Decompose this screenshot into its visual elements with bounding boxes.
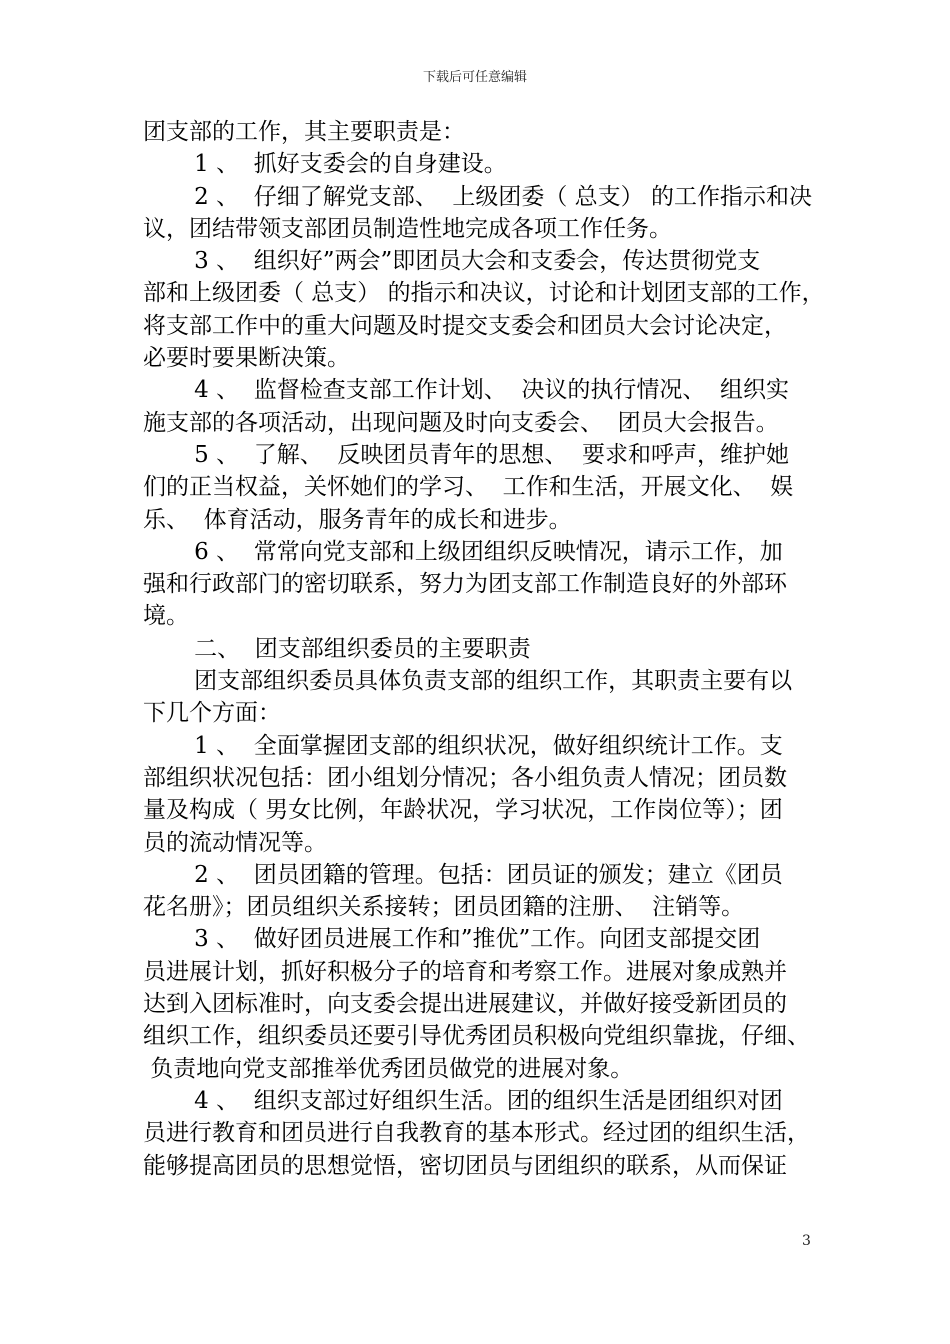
text-line: 4 、 组织支部过好组织生活。团的组织生活是团组织对团 [143,1087,783,1114]
text-line: 强和行政部门的密切联系，努力为团支部工作制造良好的外部环 [143,571,787,598]
text-line: 3 、 做好团员进展工作和”推优”工作。向团支部提交团 [143,926,761,953]
text-line: 3 、 组织好”两会”即团员大会和支委会，传达贯彻党支 [143,248,761,275]
text-line: 议，团结带领支部团员制造性地完成各项工作任务。 [143,215,672,242]
text-line: 部组织状况包括：团小组划分情况；各小组负责人情况；团员数 [143,764,787,791]
text-line: 花名册》；团员组织关系接转；团员团籍的注册、 注销等。 [143,894,745,921]
text-line: 负责地向党支部推举优秀团员做党的进展对象。 [143,1055,634,1082]
text-line: 1 、 全面掌握团支部的组织状况，做好组织统计工作。支 [143,732,783,759]
text-line: 施支部的各项活动，出现问题及时向支委会、 团员大会报告。 [143,409,779,436]
text-line: 员的流动情况等。 [143,829,327,856]
text-line: 团支部的工作，其主要职责是： [143,119,465,145]
text-line: 1 、 抓好支委会的自身建设。 [143,151,507,178]
text-line: 乐、 体育活动，服务青年的成长和进步。 [143,506,572,533]
text-line: 下几个方面： [143,700,281,727]
text-line: 员进展计划，抓好积极分子的培育和考察工作。进展对象成熟并 [143,958,787,985]
page-header: 下载后可任意编辑 [422,70,527,85]
text-line: 组织工作，组织委员还要引导优秀团员积极向党组织靠拢，仔细、 [143,1023,810,1050]
text-line: 们的正当权益，关怀她们的学习、 工作和生活，开展文化、 娱 [143,474,794,501]
text-line: 2 、 仔细了解党支部、 上级团委（ 总支） 的工作指示和决 [143,183,812,210]
text-line: 5 、 了解、 反映团员青年的思想、 要求和呼声，维护她 [143,441,789,468]
text-line: 6 、 常常向党支部和上级团组织反映情况，请示工作，加 [143,538,783,565]
section-heading: 二、 团支部组织委员的主要职责 [143,635,531,662]
document-body [143,116,823,1182]
text-line: 达到入团标准时，向支委会提出进展建议，并做好接受新团员的 [143,991,787,1018]
text-line: 将支部工作中的重大问题及时提交支委会和团员大会讨论决定， [143,312,787,339]
text-line: 能够提高团员的思想觉悟，密切团员与团组织的联系，从而保证 [143,1152,787,1179]
text-line: 4 、 监督检查支部工作计划、 决议的执行情况、 组织实 [143,377,789,404]
text-line: 境。 [143,603,189,630]
page-number: 3 [802,1233,811,1249]
text-line: 团支部组织委员具体负责支部的组织工作，其职责主要有以 [143,668,793,695]
text-line: 2 、 团员团籍的管理。包括：团员证的颁发；建立《团员 [143,861,783,888]
text-line: 员进行教育和团员进行自我教育的基本形式。经过团的组织生活， [143,1120,810,1147]
text-line: 量及构成（ 男女比例，年龄状况，学习状况，工作岗位等）；团 [143,797,783,824]
text-line: 必要时要果断决策。 [143,345,350,372]
text-line: 部和上级团委（ 总支） 的指示和决议，讨论和计划团支部的工作， [143,280,825,307]
